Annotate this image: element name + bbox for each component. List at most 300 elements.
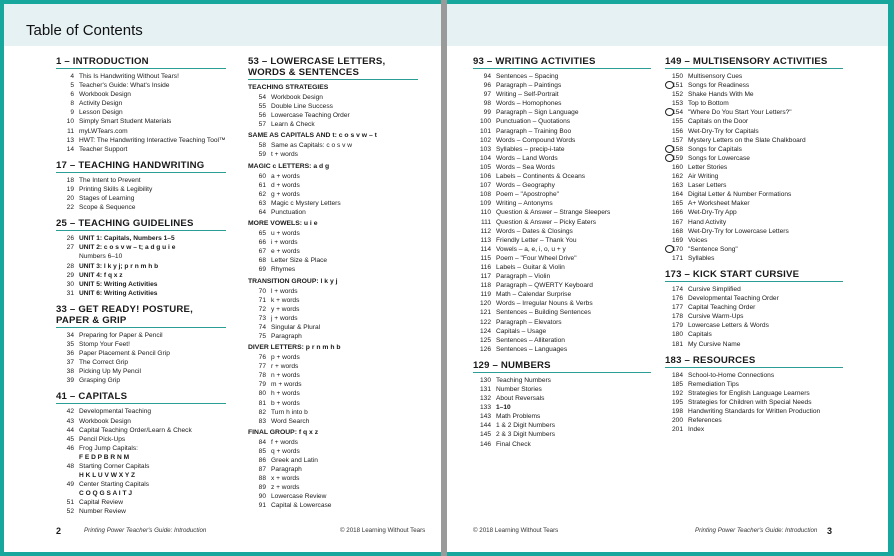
entry-title: 2 & 3 Digit Numbers: [496, 431, 555, 439]
entry-title: Shake Hands With Me: [688, 91, 754, 99]
toc-entry: [56, 471, 226, 480]
entry-page-number: [56, 252, 79, 261]
toc-entry: [473, 394, 651, 403]
entry-title: Paragraph: [271, 466, 302, 474]
toc-entry: [248, 474, 418, 483]
entry-title: Question & Answer – Strange Sleepers: [496, 209, 611, 217]
entry-page-number: 37: [66, 359, 74, 367]
entry-title: 1–10: [496, 404, 511, 412]
entry-page-number: 156: [671, 127, 683, 135]
entry-title: r + words: [271, 363, 299, 371]
page-number-right: 3: [827, 526, 833, 536]
entry-page-number: 198: [671, 408, 683, 415]
entry-page-number: 181: [671, 340, 683, 348]
entry-title: Labels – Guitar & Violin: [496, 263, 565, 271]
entry-page-number: 113: [480, 236, 491, 244]
entry-page-number: 51: [66, 499, 74, 507]
entry-title: Digital Letter & Number Formations: [688, 191, 792, 199]
entry-page-number: 122: [479, 318, 491, 326]
section-heading: 93 – WRITING ACTIVITIES: [473, 56, 651, 69]
toc-entry: [56, 462, 226, 471]
entry-title: Teaching Numbers: [496, 376, 551, 384]
toc-entry: [248, 438, 418, 447]
toc-entry: [473, 336, 651, 345]
toc-entry: [665, 254, 843, 263]
toc-entry: [473, 218, 651, 227]
toc-entry: [665, 340, 843, 349]
toc-entry: [473, 72, 651, 81]
section-heading: 17 – TEACHING HANDWRITING: [56, 160, 226, 173]
entry-title: Mystery Letters on the Slate Chalkboard: [688, 136, 806, 144]
toc-entry: [473, 281, 651, 290]
entry-page-number: 35: [66, 340, 74, 348]
entry-title: HWT: The Handwriting Interactive Teaching Tool™: [79, 136, 226, 144]
entry-page-number: 46: [66, 444, 74, 452]
section-heading: 149 – MULTISENSORY ACTIVITIES: [665, 56, 843, 69]
entry-title: a + words: [271, 172, 300, 180]
entry-title: Double Line Success: [271, 103, 333, 111]
entry-title: Starting Corner Capitals: [79, 463, 150, 470]
entry-title: Question & Answer – Picky Eaters: [496, 218, 597, 226]
entry-page-number: 155: [671, 118, 683, 126]
section-heading: 173 – KICK START CURSIVE: [665, 269, 843, 282]
toc-entry: [248, 483, 418, 492]
page-number-with-audio-icon: 151: [665, 81, 688, 90]
entry-title: x + words: [271, 475, 300, 483]
toc-column-4: [665, 56, 843, 440]
entry-page-number: 99: [483, 109, 491, 117]
entry-page-number: 55: [258, 103, 266, 111]
toc-entry: [56, 280, 226, 289]
entry-title: Paragraph – Elevators: [496, 318, 562, 326]
entry-title: Punctuation: [271, 208, 306, 216]
entry-page-number: 166: [671, 209, 683, 217]
entry-title: The Correct Grip: [79, 359, 129, 367]
entry-title: q + words: [271, 447, 300, 455]
entry-title: Words – Land Words: [496, 154, 558, 162]
toc-entry: [665, 81, 843, 90]
entry-page-number: 105: [479, 163, 491, 171]
entry-title: Wet-Dry-Try for Capitals: [688, 127, 759, 135]
toc-entry: [248, 238, 418, 247]
toc-entry: [473, 227, 651, 236]
entry-page-number: 116: [480, 263, 491, 271]
entry-title: Words – Compound Words: [496, 136, 576, 144]
entry-title: Letter Stories: [688, 163, 728, 171]
toc-entry: [248, 287, 418, 296]
toc-entry: [473, 430, 651, 439]
entry-page-number: 70: [258, 287, 266, 295]
entry-title: Stomp Your Feet!: [79, 340, 130, 348]
entry-title: e + words: [271, 248, 300, 256]
entry-page-number: [56, 471, 79, 480]
entry-page-number: 126: [479, 345, 491, 353]
toc-entry: [248, 111, 418, 120]
entry-title: f + words: [271, 438, 298, 446]
entry-page-number: 106: [479, 173, 491, 181]
entry-title: Workbook Design: [79, 91, 131, 99]
toc-entry: [248, 102, 418, 111]
entry-title: Number Stories: [496, 386, 542, 393]
toc-entry: [248, 362, 418, 371]
entry-title: Syllables: [688, 254, 715, 262]
toc-entry: [248, 247, 418, 256]
entry-page-number: 115: [480, 254, 491, 262]
entry-page-number: 201: [671, 426, 683, 434]
entry-title: This Is Handwriting Without Tears!: [79, 73, 179, 80]
entry-title: Paragraph – Training Boo: [496, 127, 572, 135]
toc-entry: [56, 203, 226, 212]
toc-entry: [56, 507, 226, 516]
entry-title: j + words: [271, 314, 298, 322]
entry-page-number: 20: [66, 195, 74, 203]
entry-page-number: 11: [67, 127, 74, 135]
toc-entry: [665, 416, 843, 425]
toc-entry: [248, 305, 418, 314]
toc-entry: [56, 136, 226, 145]
toc-entry: [473, 263, 651, 272]
toc-entry: [248, 399, 418, 408]
entry-page-number: 144: [479, 422, 491, 430]
header-band-right: [447, 4, 888, 46]
entry-page-number: 177: [671, 304, 683, 312]
entry-title: Poem – "Four Wheel Drive": [496, 254, 577, 262]
entry-title: Air Writing: [688, 173, 719, 181]
toc-entry: [473, 190, 651, 199]
entry-page-number: 168: [671, 227, 683, 235]
entry-title: "Where Do You Start Your Letters?": [688, 109, 792, 117]
entry-title: Voices: [688, 236, 708, 244]
toc-entry: [56, 117, 226, 126]
entry-title: z + words: [271, 484, 300, 492]
entry-page-number: 88: [258, 475, 266, 483]
toc-entry: [473, 81, 651, 90]
entry-page-number: 81: [258, 399, 266, 407]
entry-title: h + words: [271, 390, 300, 398]
entry-title: Preparing for Paper & Pencil: [79, 331, 163, 339]
toc-entry: [248, 447, 418, 456]
toc-entry: [56, 444, 226, 453]
entry-page-number: 6: [70, 91, 74, 99]
entry-page-number: 98: [483, 100, 491, 108]
toc-entry: [56, 243, 226, 252]
subsection-heading: FINAL GROUP: f q x z: [248, 428, 319, 436]
entry-title: p + words: [271, 354, 300, 362]
entry-page-number: 34: [66, 331, 74, 339]
toc-entry: [473, 385, 651, 394]
entry-title: l + words: [271, 287, 298, 295]
entry-title: Paragraph: [271, 332, 302, 340]
entry-title: Pencil Pick-Ups: [79, 435, 126, 443]
toc-entry: [665, 127, 843, 136]
entry-title: g + words: [271, 190, 300, 198]
toc-entry: [248, 93, 418, 102]
toc-entry: [248, 389, 418, 398]
page-title: Table of Contents: [26, 22, 143, 39]
entry-page-number: 38: [66, 368, 74, 376]
entry-title: Wet-Dry-Try for Lowercase Letters: [688, 227, 789, 235]
toc-entry: [473, 299, 651, 308]
entry-title: UNIT 3: l k y j; p r n m h b: [79, 262, 159, 270]
entry-page-number: 58: [258, 142, 266, 150]
entry-page-number: 83: [258, 417, 266, 425]
entry-page-number: 39: [66, 377, 74, 385]
toc-entry: [665, 136, 843, 145]
toc-entry: [248, 417, 418, 426]
entry-page-number: 18: [66, 176, 74, 184]
toc-entry: [56, 426, 226, 435]
toc-entry: [248, 408, 418, 417]
entry-title: Paragraph – QWERTY Keyboard: [496, 282, 593, 290]
toc-entry: [665, 117, 843, 126]
entry-page-number: 90: [258, 493, 266, 501]
entry-page-number: 163: [671, 182, 683, 190]
toc-entry: [665, 208, 843, 217]
entry-title: Punctuation – Quotations: [496, 118, 571, 126]
entry-page-number: 120: [479, 300, 491, 308]
entry-page-number: 152: [671, 91, 683, 99]
toc-entry: [56, 340, 226, 349]
toc-entry: [56, 480, 226, 489]
toc-entry: [248, 314, 418, 323]
toc-section: [56, 56, 226, 154]
toc-entry: [56, 453, 226, 462]
entry-title: Lesson Design: [79, 109, 123, 117]
toc-entry: [665, 303, 843, 312]
entry-title: The Intent to Prevent: [79, 176, 141, 184]
left-page: [4, 4, 441, 552]
entry-title: Frog Jump Capitals:: [79, 444, 138, 452]
entry-page-number: 22: [66, 204, 74, 212]
entry-title: d + words: [271, 181, 300, 189]
entry-page-number: 132: [479, 395, 491, 403]
entry-page-number: 65: [258, 230, 266, 238]
toc-entry: [665, 294, 843, 303]
entry-title: UNIT 6: Writing Activities: [79, 289, 158, 297]
toc-entry: [665, 154, 843, 163]
entry-page-number: [56, 453, 79, 462]
entry-page-number: 91: [258, 502, 266, 510]
entry-page-number: 100: [479, 118, 491, 126]
entry-page-number: 49: [66, 481, 74, 489]
toc-entry: [473, 90, 651, 99]
toc-entry: [56, 185, 226, 194]
entry-page-number: 28: [66, 262, 74, 270]
entry-page-number: 79: [258, 381, 266, 389]
entry-title: Letter Size & Place: [271, 257, 328, 265]
entry-title: Top to Bottom: [688, 100, 729, 108]
entry-page-number: 76: [258, 354, 266, 362]
entry-page-number: 86: [258, 457, 266, 464]
toc-entry: [473, 403, 651, 412]
toc-entry: [473, 236, 651, 245]
entry-title: Word Search: [271, 417, 310, 425]
toc-entry: [248, 465, 418, 474]
toc-entry: [473, 117, 651, 126]
entry-title: Writing – Self-Portrait: [496, 91, 559, 99]
toc-entry: [473, 181, 651, 190]
entry-page-number: 72: [258, 305, 266, 313]
toc-entry: [56, 417, 226, 426]
entry-page-number: 80: [258, 390, 266, 398]
toc-entry: [56, 99, 226, 108]
toc-entry: [56, 194, 226, 203]
toc-entry: [56, 262, 226, 271]
toc-entry: [473, 440, 651, 449]
toc-entry: [248, 208, 418, 217]
entry-page-number: 101: [479, 127, 491, 135]
entry-title: 1 & 2 Digit Numbers: [496, 422, 555, 430]
entry-title: Developmental Teaching: [79, 408, 152, 416]
toc-entry: [248, 181, 418, 190]
toc-entry: [56, 176, 226, 185]
entry-page-number: 109: [479, 200, 491, 208]
entry-title: Final Check: [496, 440, 531, 448]
entry-page-number: 192: [671, 389, 683, 397]
entry-page-number: 171: [671, 254, 683, 262]
toc-entry: [665, 181, 843, 190]
entry-title: Capital & Lowercase: [271, 502, 332, 510]
entry-title: Handwriting Standards for Written Production: [688, 408, 821, 415]
toc-entry: [56, 90, 226, 99]
entry-title: n + words: [271, 372, 300, 380]
entry-title: Capital Teaching Order/Learn & Check: [79, 426, 192, 434]
toc-entry: [665, 72, 843, 81]
entry-page-number: 102: [479, 136, 491, 144]
toc-entry: [248, 332, 418, 341]
entry-title: Lowercase Letters & Words: [688, 322, 769, 330]
entry-page-number: 185: [671, 380, 683, 388]
entry-page-number: 75: [258, 332, 266, 340]
entry-title: Teacher's Guide: What's Inside: [79, 82, 170, 90]
toc-entry: [248, 150, 418, 159]
entry-page-number: 96: [483, 82, 491, 90]
entry-title: Sentences – Building Sentences: [496, 309, 591, 317]
entry-title: Paragraph – Paintings: [496, 82, 562, 90]
toc-entry: [56, 435, 226, 444]
entry-title: Capitals on the Door: [688, 118, 749, 126]
section-heading: 25 – TEACHING GUIDELINES: [56, 218, 226, 231]
entry-title: b + words: [271, 399, 300, 407]
entry-title: UNIT 2: c o s v w – t; a d g u i e: [79, 244, 176, 252]
toc-entry: [56, 358, 226, 367]
entry-title: Songs for Lowercase: [688, 154, 750, 162]
entry-page-number: 19: [66, 185, 74, 193]
toc-entry: [665, 380, 843, 389]
toc-entry: [473, 318, 651, 327]
entry-page-number: 31: [66, 289, 74, 297]
entry-page-number: 84: [258, 438, 266, 446]
section-heading: 1 – INTRODUCTION: [56, 56, 226, 69]
toc-entry: [248, 456, 418, 465]
entry-title: Greek and Latin: [271, 457, 318, 464]
entry-title: Sentences – Alliteration: [496, 336, 565, 344]
entry-title: Rhymes: [271, 266, 296, 274]
entry-page-number: 45: [66, 435, 74, 443]
subsection-heading: MAGIC c LETTERS: a d g: [248, 162, 330, 170]
entry-page-number: 77: [258, 363, 266, 371]
entry-page-number: 74: [258, 323, 266, 331]
subsection-heading: MORE VOWELS: u i e: [248, 220, 318, 228]
toc-entry: [473, 163, 651, 172]
toc-entry: [665, 425, 843, 434]
entry-page-number: 59: [258, 151, 266, 159]
toc-section: [665, 269, 843, 349]
entry-title: Singular & Plural: [271, 323, 321, 331]
entry-page-number: 87: [258, 466, 266, 474]
footer-copyright-right: © 2018 Learning Without Tears: [473, 527, 559, 534]
toc-column-1: [56, 56, 226, 523]
entry-page-number: 131: [479, 386, 491, 393]
entry-page-number: 62: [258, 190, 266, 198]
entry-title: Strategies for Children with Special Needs: [688, 398, 812, 406]
toc-entry: [248, 371, 418, 380]
toc-section: [665, 355, 843, 435]
footer-book-left: Printing Power Teacher's Guide: Introduction: [84, 527, 207, 534]
footer-copyright-left: © 2018 Learning Without Tears: [340, 527, 426, 534]
entry-title: Vowels – a, e, i, o, u + y: [496, 245, 566, 253]
entry-title: School-to-Home Connections: [688, 371, 775, 379]
entry-page-number: 143: [479, 413, 491, 421]
toc-entry: [56, 234, 226, 243]
page-number-with-audio-icon: 154: [665, 108, 688, 117]
entry-title: H K L U V W X Y Z: [79, 472, 136, 480]
entry-page-number: 26: [66, 235, 74, 243]
footer-book-right: Printing Power Teacher's Guide: Introduction: [695, 527, 818, 534]
entry-page-number: 67: [258, 248, 266, 256]
entry-title: Stages of Learning: [79, 195, 135, 203]
entry-page-number: 167: [671, 218, 683, 226]
entry-page-number: 29: [66, 271, 74, 279]
toc-entry: [665, 163, 843, 172]
entry-title: Magic c Mystery Letters: [271, 199, 341, 207]
entry-page-number: 82: [258, 408, 266, 416]
toc-entry: [473, 421, 651, 430]
entry-page-number: 30: [66, 280, 74, 288]
entry-title: Turn h into b: [271, 408, 308, 416]
toc-entry: [473, 127, 651, 136]
toc-entry: [665, 245, 843, 254]
subsection-heading: DIVER LETTERS: p r n m h b: [248, 344, 341, 352]
entry-page-number: 108: [479, 191, 491, 199]
entry-page-number: 63: [258, 199, 266, 207]
entry-page-number: 69: [258, 266, 266, 274]
toc-entry: [56, 127, 226, 136]
entry-page-number: 111: [480, 218, 491, 226]
toc-entry: [665, 285, 843, 294]
entry-page-number: 8: [70, 100, 74, 108]
entry-title: Remediation Tips: [688, 380, 739, 388]
entry-title: Words – Geography: [496, 182, 555, 190]
toc-entry: [473, 208, 651, 217]
entry-page-number: 36: [66, 350, 74, 358]
toc-entry: [473, 327, 651, 336]
entry-page-number: 10: [66, 118, 74, 126]
entry-title: UNIT 5: Writing Activities: [79, 280, 158, 288]
entry-page-number: 97: [483, 91, 491, 99]
toc-entry: [473, 154, 651, 163]
entry-page-number: 119: [480, 291, 491, 299]
entry-page-number: 52: [66, 508, 74, 516]
subsection-heading: TEACHING STRATEGIES: [248, 84, 329, 91]
entry-page-number: 153: [671, 100, 683, 108]
entry-page-number: 57: [258, 121, 266, 129]
entry-title: Lowercase Review: [271, 493, 327, 501]
toc-entry: [248, 296, 418, 305]
toc-entry: [473, 108, 651, 117]
toc-entry: [56, 81, 226, 90]
toc-entry: [248, 256, 418, 265]
